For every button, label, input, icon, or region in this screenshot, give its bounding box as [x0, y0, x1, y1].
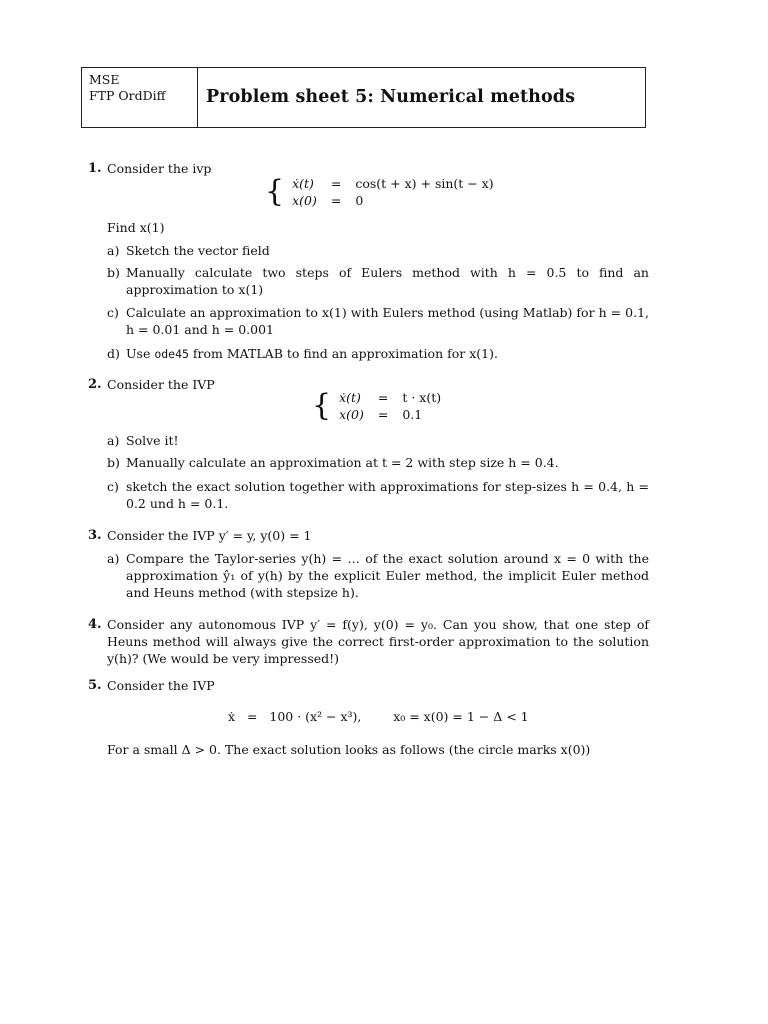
- left-brace: {: [312, 388, 332, 423]
- problem-3-number: 3.: [88, 528, 102, 543]
- sheet-header: [81, 67, 646, 128]
- item-text: Calculate an approximation to x(1) with Eulers method (using Matlab) for h = 0.1, h = 0.01 and h = 0.001: [126, 305, 649, 337]
- item-text: Sketch the vector field: [126, 243, 270, 258]
- item-text: sketch the exact solution together with approximations for step-sizes h = 0.4, h = 0.2 und h = 0.1.: [126, 479, 649, 511]
- problem-2-number: 2.: [88, 377, 102, 392]
- eq-sign: =: [377, 407, 389, 422]
- problem-4-number: 4.: [88, 617, 102, 632]
- item-text: Manually calculate two steps of Eulers method with h = 0.5 to find an approximation to x(1): [126, 265, 649, 297]
- problem-2-item-b: [107, 454, 649, 471]
- eq-lhs: ẋ(t): [339, 390, 361, 405]
- problem-1-item-a: [107, 242, 649, 259]
- sheet-title: Problem sheet 5: Numerical methods: [206, 87, 576, 107]
- item-text: Manually calculate an approximation at t = 2 with step size h = 0.4.: [126, 455, 559, 470]
- item-label: a): [107, 433, 120, 448]
- item-text: [126, 345, 649, 363]
- item-text: Compare the Taylor-series y(h) = … of the exact solution around x = 0 with the approximation ŷ₁ of y(h) by the explicit Euler method, the implicit Euler method and Heuns method (with stepsize h).: [126, 551, 649, 600]
- problem-1-item-b: [107, 264, 649, 298]
- item-text-post: from MATLAB to find an approximation for x(1).: [188, 346, 498, 361]
- problem-2-system: [312, 389, 445, 423]
- eq-lhs: ẋ(t): [292, 176, 314, 191]
- code-snippet: ode45: [154, 347, 189, 361]
- item-label: a): [107, 551, 120, 566]
- item-label: c): [107, 479, 119, 494]
- eq-sign: =: [330, 193, 342, 208]
- problem-2-item-a: [107, 432, 649, 449]
- problem-1-item-c: [107, 304, 649, 338]
- item-label: b): [107, 265, 120, 280]
- eq-rhs: 0: [355, 193, 364, 208]
- problem-3-intro: Consider the IVP y′ = y, y(0) = 1: [107, 528, 312, 543]
- course-line-2: FTP OrdDiff: [89, 88, 166, 103]
- item-label: c): [107, 305, 119, 320]
- problem-2-item-c: [107, 478, 649, 512]
- problem-2-intro: Consider the IVP: [107, 377, 215, 392]
- problem-1-find: Find x(1): [107, 220, 165, 235]
- problem-1-intro: Consider the ivp: [107, 161, 212, 176]
- problem-1-number: 1.: [88, 161, 102, 176]
- eq-lhs: x(0): [292, 193, 317, 208]
- problem-5-equation: ẋ = 100 · (x² − x³), x₀ = x(0) = 1 − Δ < 1: [228, 709, 529, 724]
- eq-sign: =: [330, 176, 342, 191]
- left-brace: {: [265, 174, 285, 209]
- item-text: Solve it!: [126, 433, 179, 448]
- problem-5-number: 5.: [88, 678, 102, 693]
- problem-1-item-d: [107, 345, 649, 363]
- course-line-1: MSE: [89, 72, 120, 87]
- problem-1-system: [265, 175, 498, 209]
- problem-1-equations: [288, 175, 498, 209]
- problem-4-intro: Consider any autonomous IVP y′ = f(y), y(0) = y₀. Can you show, that one step of Heuns method will always give the correct first-order approximation to the solution y(h)? (We would be very impressed!): [107, 617, 649, 666]
- problem-5-intro: Consider the IVP: [107, 678, 215, 693]
- item-text-pre: Use: [126, 346, 155, 361]
- eq-rhs: cos(t + x) + sin(t − x): [355, 176, 494, 191]
- eq-lhs: x(0): [339, 407, 364, 422]
- course-info: [82, 68, 198, 127]
- item-label: d): [107, 346, 120, 361]
- problem-2-equations: [335, 389, 445, 423]
- problem-5-after: For a small Δ > 0. The exact solution looks as follows (the circle marks x(0)): [107, 742, 591, 757]
- eq-sign: =: [377, 390, 389, 405]
- eq-rhs: 0.1: [402, 407, 423, 422]
- problem-3-item-a: [107, 550, 649, 601]
- item-label: b): [107, 455, 120, 470]
- item-label: a): [107, 243, 120, 258]
- eq-rhs: t · x(t): [402, 390, 442, 405]
